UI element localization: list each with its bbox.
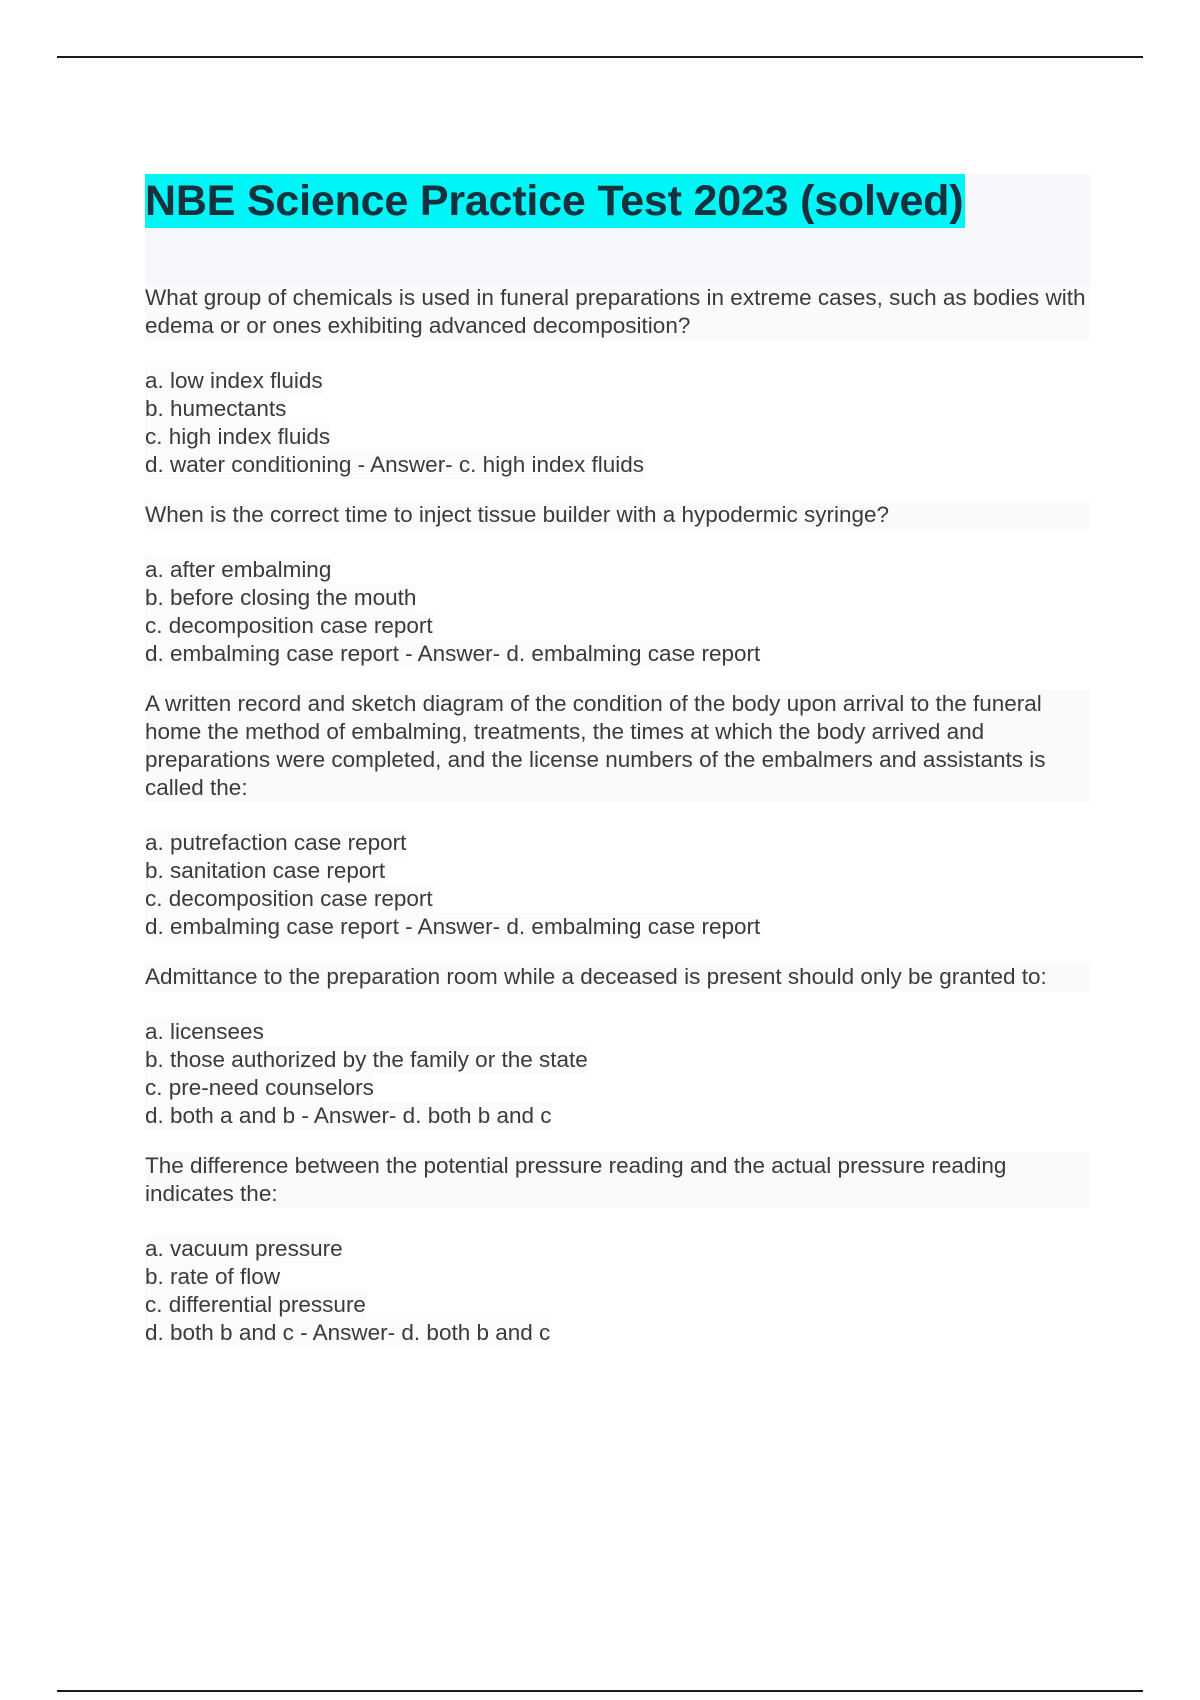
option-text: d. both b and c — [145, 1320, 294, 1345]
answer-separator: - — [293, 1320, 313, 1345]
option-item-with-answer — [145, 1102, 552, 1130]
option-text: d. water conditioning — [145, 452, 352, 477]
option-item: a. putrefaction case report — [145, 830, 407, 855]
title-band — [145, 174, 1090, 284]
option-list — [145, 1018, 1090, 1130]
answer-separator: - — [398, 914, 418, 939]
answer-separator: - — [398, 641, 418, 666]
option-item: c. differential pressure — [145, 1292, 366, 1317]
option-item: c. decomposition case report — [145, 886, 433, 911]
answer-text: Answer- d. both b and c — [313, 1103, 552, 1128]
option-item: a. licensees — [145, 1019, 264, 1044]
question-text: What group of chemicals is used in funeral preparations in extreme cases, such as bodies with edema or or ones exhibiting advanced decomposition? — [145, 284, 1090, 340]
option-item: c. decomposition case report — [145, 613, 433, 638]
option-text: d. embalming case report — [145, 914, 399, 939]
question-block — [145, 284, 1090, 479]
option-list — [145, 829, 1090, 941]
top-rule — [57, 56, 1143, 58]
question-block — [145, 963, 1090, 1130]
bottom-rule — [57, 1690, 1143, 1692]
option-item: b. sanitation case report — [145, 858, 386, 883]
option-text: d. embalming case report — [145, 641, 399, 666]
answer-text: Answer- d. embalming case report — [417, 641, 761, 666]
option-text: d. both a and b — [145, 1103, 296, 1128]
option-item: a. after embalming — [145, 557, 332, 582]
option-item: a. vacuum pressure — [145, 1236, 343, 1261]
document-body — [145, 174, 1090, 1347]
question-block — [145, 501, 1090, 668]
answer-separator: - — [295, 1103, 314, 1128]
option-item-with-answer — [145, 640, 760, 668]
answer-text: Answer- c. high index fluids — [370, 452, 645, 477]
question-block — [145, 690, 1090, 941]
option-item: c. high index fluids — [145, 424, 331, 449]
question-block — [145, 1152, 1090, 1347]
option-item-with-answer — [145, 913, 760, 941]
option-item: c. pre-need counselors — [145, 1075, 374, 1100]
question-text: Admittance to the preparation room while a deceased is present should only be granted to: — [145, 963, 1090, 991]
answer-text: Answer- d. both b and c — [312, 1320, 551, 1345]
question-text: When is the correct time to inject tissue builder with a hypodermic syringe? — [145, 501, 1090, 529]
option-item: a. low index fluids — [145, 368, 323, 393]
answer-separator: - — [351, 452, 371, 477]
option-item: b. before closing the mouth — [145, 585, 417, 610]
question-text: A written record and sketch diagram of the condition of the body upon arrival to the funeral home the method of embalming, treatments, the times at which the body arrived and preparations were completed, and the license numbers of the embalmers and assistants is called the: — [145, 690, 1090, 802]
option-item: b. humectants — [145, 396, 287, 421]
option-item-with-answer — [145, 451, 644, 479]
option-list — [145, 556, 1090, 668]
question-list — [145, 284, 1090, 1347]
option-list — [145, 367, 1090, 479]
answer-text: Answer- d. embalming case report — [417, 914, 761, 939]
question-text: The difference between the potential pressure reading and the actual pressure reading indicates the: — [145, 1152, 1090, 1208]
option-item: b. rate of flow — [145, 1264, 281, 1289]
document-title: NBE Science Practice Test 2023 (solved) — [145, 174, 965, 228]
option-item: b. those authorized by the family or the state — [145, 1047, 588, 1072]
option-item-with-answer — [145, 1319, 550, 1347]
option-list — [145, 1235, 1090, 1347]
